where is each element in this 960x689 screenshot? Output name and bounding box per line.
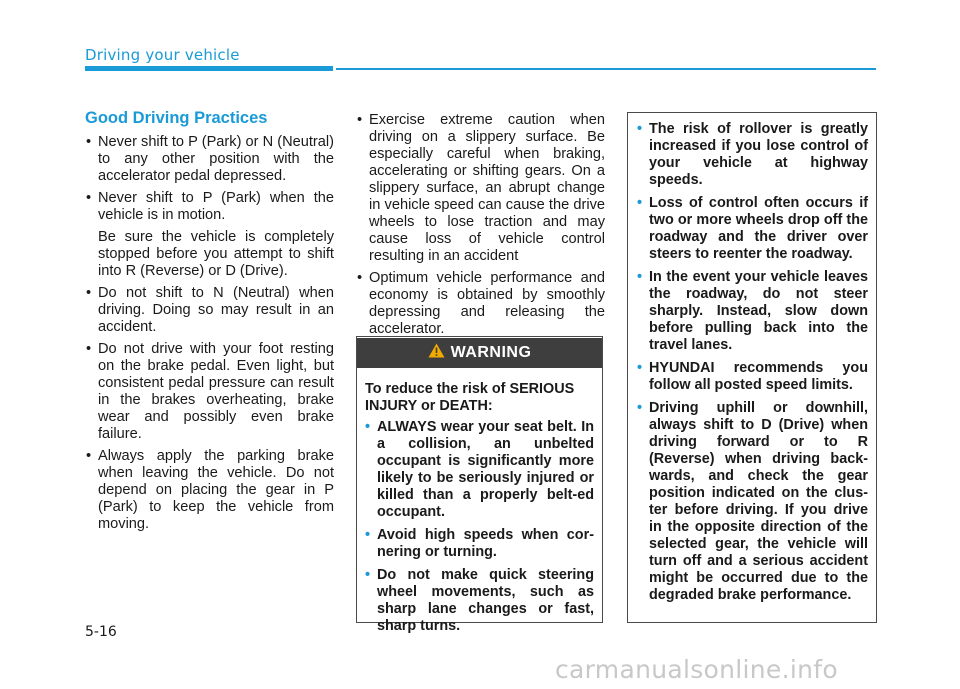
page-heading: Good Driving Practices <box>85 109 268 127</box>
header-rule-accent <box>85 66 333 71</box>
warning-item: • Do not make quick steering wheel movements, such as sharp lane changes or fast, sharp turns. <box>365 567 594 635</box>
warning-triangle-icon <box>428 343 445 363</box>
list-item: • Never shift to P (Park) or N (Neutral) to any other position with the accelerator pedal depressed. <box>85 134 334 185</box>
warning-title: WARNING <box>450 344 532 361</box>
rollover-warning-list <box>637 121 868 604</box>
warning-item: • ALWAYS wear your seat belt. In a collision, an unbelted occupant is significantly more likely to be seriously injured or killed than a properly belt-ed occupant. <box>365 419 594 521</box>
list-item: • Always apply the parking brake when leaving the vehicle. Do not depend on placing the gear in P (Park) to keep the vehicle from moving. <box>85 448 334 533</box>
list-item: • Do not shift to N (Neutral) when driving. Doing so may result in an accident. <box>85 285 334 336</box>
middle-column <box>356 112 605 343</box>
section-header-title: Driving your vehicle <box>85 46 240 64</box>
warning-item: • Driving uphill or downhill, always shift to D (Drive) when driving forward or to R (Reverse) when driving back-wards, and check the gear position indicated on the clus-ter before driving. If you drive in the opposite direction of the selected gear, the vehicle will turn off and a serious accident might be occurred due to the degraded brake performance. <box>637 400 868 604</box>
list-item: • Do not drive with your foot resting on the brake pedal. Even light, but consistent pedal pressure can result in the brakes overheating, brake wear and possibly even brake failure. <box>85 341 334 443</box>
left-column <box>85 110 334 538</box>
header-rule <box>336 68 876 70</box>
warning-item: • HYUNDAI recommends you follow all posted speed limits. <box>637 360 868 394</box>
warning-item: • Loss of control often occurs if two or more wheels drop off the roadway and the driver over steers to reenter the roadway. <box>637 195 868 263</box>
list-item-note: Be sure the vehicle is completely stopped before you attempt to shift into R (Reverse) or D (Drive). <box>98 229 334 279</box>
list-item: • Optimum vehicle performance and economy is obtained by smoothly depressing and releasing the accelerator. <box>356 270 605 338</box>
page-number: 5-16 <box>85 624 117 640</box>
warning-header <box>357 338 602 368</box>
warning-intro: To reduce the risk of SERIOUS INJURY or DEATH: <box>365 381 575 414</box>
list-item: • Exercise extreme caution when driving on a slippery surface. Be especially careful when braking, accelerating or shifting gears. On a slippery surface, an abrupt change in vehicle speed can cause the drive wheels to lose traction and may cause loss of vehicle control resulting in an accident <box>356 112 605 265</box>
rollover-warning-box <box>627 112 877 623</box>
watermark: carmanualsonline.info <box>555 655 838 684</box>
slippery-surface-list <box>356 112 605 338</box>
driving-practices-list <box>85 134 334 533</box>
warning-item: • The risk of rollover is greatly increased if you lose control of your vehicle at highway speeds. <box>637 121 868 189</box>
list-item-text: • Never shift to P (Park) when the vehicle is in motion. <box>98 190 334 223</box>
warning-list <box>365 419 594 635</box>
warning-box <box>356 336 603 634</box>
warning-body <box>357 368 602 635</box>
warning-item: • Avoid high speeds when cor-nering or turning. <box>365 527 594 561</box>
list-item <box>85 190 334 280</box>
warning-item: • In the event your vehicle leaves the roadway, do not steer sharply. Instead, slow down before pulling back into the travel lanes. <box>637 269 868 354</box>
